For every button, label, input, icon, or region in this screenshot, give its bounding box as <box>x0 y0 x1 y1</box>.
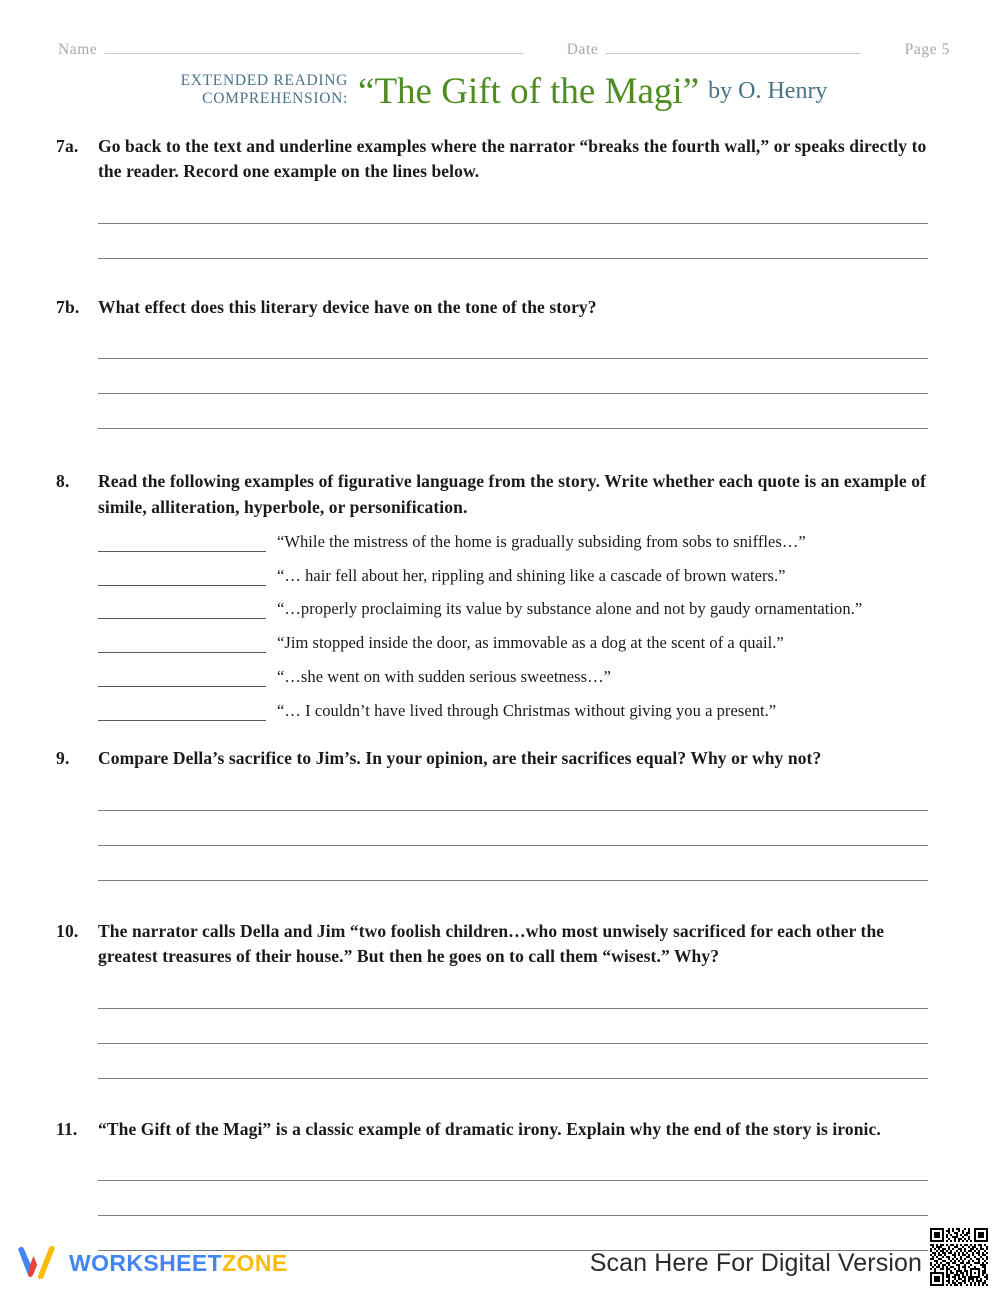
story-title: “The Gift of the Magi” <box>358 70 700 112</box>
page-footer <box>0 1222 1000 1294</box>
worksheet-kicker <box>181 72 358 113</box>
answer-lines-10 <box>0 1008 1000 1079</box>
answer-line[interactable] <box>98 223 928 224</box>
figurative-quote: “While the mistress of the home is gradually subsiding from sobs to sniffles…” <box>277 531 806 551</box>
answer-line[interactable] <box>98 1215 928 1216</box>
figurative-answer-blank[interactable] <box>98 669 266 687</box>
kicker-line-2: COMPREHENSION: <box>202 89 349 107</box>
question-number: 9. <box>56 748 70 769</box>
logo-w-icon <box>14 1246 60 1280</box>
figurative-item <box>98 631 928 656</box>
qr-code[interactable] <box>928 1226 990 1288</box>
question-text: “The Gift of the Magi” is a classic example of dramatic irony. Explain why the end of the story is ironic. <box>98 1118 881 1139</box>
name-input-line[interactable] <box>105 52 522 54</box>
figurative-quote: “… hair fell about her, rippling and shining like a cascade of brown waters.” <box>277 565 786 585</box>
answer-line[interactable] <box>98 393 928 394</box>
answer-lines-9 <box>0 810 1000 881</box>
answer-line[interactable] <box>98 845 928 846</box>
answer-lines-7a <box>0 223 1000 259</box>
answer-lines-7b <box>0 358 1000 429</box>
question-number: 7a. <box>56 136 79 156</box>
figurative-item <box>98 564 928 589</box>
answer-line[interactable] <box>98 258 928 259</box>
answer-line[interactable] <box>98 358 928 359</box>
answer-line[interactable] <box>98 1008 928 1009</box>
question-7a <box>0 134 1000 185</box>
figurative-language-list <box>98 530 928 724</box>
header-meta-row <box>58 34 950 58</box>
date-label: Date <box>566 40 599 58</box>
question-text: What effect does this literary device have on the tone of the story? <box>98 296 597 317</box>
name-label: Name <box>58 40 98 58</box>
figurative-quote: “…properly proclaiming its value by substance alone and not by gaudy ornamentation.” <box>277 599 863 619</box>
logo-worksheet-text: WORKSHEET <box>69 1249 223 1276</box>
figurative-answer-blank[interactable] <box>98 635 266 653</box>
date-input-line[interactable] <box>606 52 860 54</box>
question-text: Read the following examples of figurative language from the story. Write whether each quote is an example of simile, alliteration, hyperbole, or personification. <box>98 471 927 517</box>
answer-line[interactable] <box>98 810 928 811</box>
question-text: Compare Della’s sacrifice to Jim’s. In your opinion, are their sacrifices equal? Why or why not? <box>98 748 822 769</box>
logo-zone-text: ZONE <box>222 1249 288 1276</box>
kicker-line-1: EXTENDED READING <box>180 72 349 89</box>
figurative-quote: “Jim stopped inside the door, as immovable as a dog at the scent of a quail.” <box>277 633 784 653</box>
answer-line[interactable] <box>98 1078 928 1079</box>
figurative-item <box>98 665 928 690</box>
figurative-item <box>98 530 928 555</box>
question-text: Go back to the text and underline examples where the narrator “breaks the fourth wall,” or speaks directly to the reader. Record one example on the lines below. <box>98 136 927 182</box>
worksheet-title-block <box>58 72 950 113</box>
question-text: The narrator calls Della and Jim “two foolish children…who most unwisely sacrificed for each other the greatest treasures of their house.” But then he goes on to call them “wisest.” Why? <box>98 920 885 967</box>
question-number: 10. <box>56 920 79 941</box>
question-10 <box>0 919 1000 970</box>
question-11 <box>0 1117 1000 1142</box>
figurative-answer-blank[interactable] <box>98 601 266 619</box>
worksheet-zone-logo[interactable] <box>14 1246 288 1280</box>
questions-container <box>0 134 1000 1251</box>
figurative-item <box>98 699 928 724</box>
question-7b <box>0 295 1000 320</box>
answer-line[interactable] <box>98 1180 928 1181</box>
question-8 <box>0 469 1000 520</box>
logo-text <box>69 1249 288 1276</box>
question-9 <box>0 746 1000 771</box>
answer-line[interactable] <box>98 1043 928 1044</box>
scan-here-text: Scan Here For Digital Version <box>589 1249 922 1277</box>
figurative-quote: “…she went on with sudden serious sweetness…” <box>277 666 612 686</box>
story-author: by O. Henry <box>708 77 828 104</box>
figurative-answer-blank[interactable] <box>98 534 266 552</box>
figurative-quote: “… I couldn’t have lived through Christmas without giving you a present.” <box>277 700 777 720</box>
figurative-answer-blank[interactable] <box>98 568 266 586</box>
question-number: 8. <box>56 471 70 492</box>
page-number: Page 5 <box>904 40 950 58</box>
figurative-item <box>98 597 928 622</box>
answer-line[interactable] <box>98 428 928 429</box>
figurative-answer-blank[interactable] <box>98 703 266 721</box>
question-number: 11. <box>56 1118 78 1139</box>
answer-line[interactable] <box>98 880 928 881</box>
question-number: 7b. <box>56 296 80 317</box>
